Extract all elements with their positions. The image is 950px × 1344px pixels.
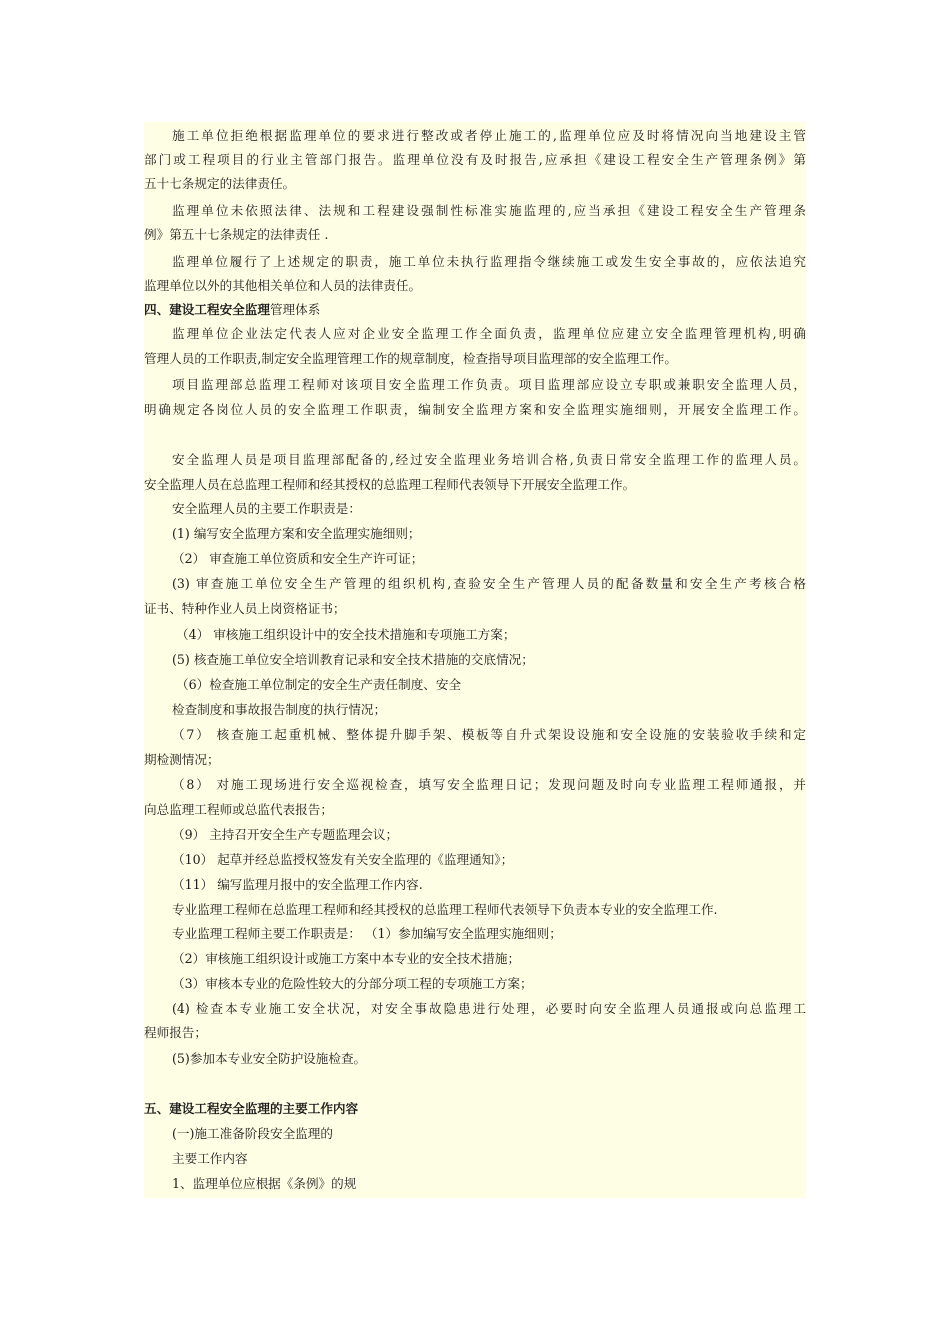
text-line: 证书、特种作业人员上岗资格证书； [144, 601, 346, 616]
subsection-heading: (一)施工准备阶段安全监理的 [172, 1126, 333, 1141]
text-line: 向总监理工程师或总监代表报告； [144, 802, 333, 817]
section-heading-4-bold: 四、建设工程安全监理 [144, 302, 270, 317]
section-heading-4-rest: 管理体系 [269, 302, 321, 317]
text-line: 程师报告； [144, 1025, 207, 1040]
list-item: (5)参加本专业安全防护设施检查。 [172, 1051, 367, 1066]
list-item: (4) 检查本专业施工安全状况，对安全事故隐患进行处理，必要时向安全监理人员通报或向总监理工 [172, 1001, 806, 1016]
text-line: 项目监理部总监理工程师对该项目安全监理工作负责。项目监理部应设立专职或兼职安全监理人员， [172, 377, 806, 392]
list-item: （4） 审核施工组织设计中的安全技术措施和专项施工方案； [176, 627, 516, 642]
list-item: （7） 核查施工起重机械、整体提升脚手架、模板等自升式架设设施和安全设施的安装验收手续和定 [172, 727, 806, 742]
list-item: (5) 核查施工单位安全培训教育记录和安全技术措施的交底情况； [172, 652, 534, 667]
text-line: 主要工作内容 [172, 1151, 248, 1166]
text-line: 1、监理单位应根据《条例》的规 [172, 1176, 357, 1191]
text-line: 监理单位以外的其他相关单位和人员的法律责任。 [144, 278, 422, 293]
text-line: 专业监理工程师主要工作职责是： （1）参加编写安全监理实施细则； [172, 926, 562, 941]
text-line: 安全监理人员在总监理工程师和经其授权的总监理工程师代表领导下开展安全监理工作。 [144, 477, 636, 492]
text-line: 管理人员的工作职责,制定安全监理管理工作的规章制度，检查指导项目监理部的安全监理工作。 [144, 351, 677, 366]
list-item: （10） 起草并经总监授权签发有关安全监理的《监理通知》； [172, 852, 514, 867]
text-line: 监理单位履行了上述规定的职责，施工单位未执行监理指令继续施工或发生安全事故的，应依法追究 [172, 254, 806, 269]
list-item: (1) 编写安全监理方案和安全监理实施细则； [172, 526, 421, 541]
text-line: 部门或工程项目的行业主管部门报告。监理单位没有及时报告,应承担《建设工程安全生产管理条例》第 [144, 152, 806, 167]
list-item: （9） 主持召开安全生产专题监理会议； [172, 827, 399, 842]
document-page [144, 122, 806, 1198]
text-line: 施工单位拒绝根据监理单位的要求进行整改或者停止施工的,监理单位应及时将情况向当地建设主管 [172, 128, 806, 143]
list-item: （3）审核本专业的危险性较大的分部分项工程的专项施工方案； [172, 976, 533, 991]
text-line: 安全监理人员的主要工作职责是： [172, 501, 361, 516]
list-item: （6）检查施工单位制定的安全生产责任制度、安全 [176, 677, 462, 692]
text-line: 安全监理人员是项目监理部配备的,经过安全监理业务培训合格,负责日常安全监理工作的监理人员。 [172, 452, 806, 467]
text-line: 专业监理工程师在总监理工程师和经其授权的总监理工程师代表领导下负责本专业的安全监理工作. [172, 902, 718, 917]
text-line: 检查制度和事故报告制度的执行情况； [172, 702, 387, 717]
text-line: 例》第五十七条规定的法律责任 . [144, 227, 329, 242]
text-line: 监理单位未依照法律、法规和工程建设强制性标准实施监理的,应当承担《建设工程安全生产管理条 [172, 203, 806, 218]
list-item: （2）审核施工组织设计或施工方案中本专业的安全技术措施； [172, 951, 521, 966]
list-item: (3) 审查施工单位安全生产管理的组织机构,查验安全生产管理人员的配备数量和安全生产考核合格 [172, 576, 806, 591]
list-item: （2） 审查施工单位资质和安全生产许可证； [172, 551, 424, 566]
text-line: 监理单位企业法定代表人应对企业安全监理工作全面负责，监理单位应建立安全监理管理机构,明确 [172, 326, 806, 341]
section-heading-5: 五、建设工程安全监理的主要工作内容 [144, 1101, 359, 1116]
section-heading-4 [144, 298, 806, 322]
list-item: （8） 对施工现场进行安全巡视检查，填写安全监理日记；发现问题及时向专业监理工程师通报，并 [172, 777, 806, 792]
text-line: 五十七条规定的法律责任。 [144, 176, 296, 191]
text-line: 明确规定各岗位人员的安全监理工作职责，编制安全监理方案和安全监理实施细则，开展安全监理工作。 [144, 402, 806, 417]
list-item: （11） 编写监理月报中的安全监理工作内容. [172, 877, 423, 892]
text-line: 期检测情况； [144, 752, 220, 767]
